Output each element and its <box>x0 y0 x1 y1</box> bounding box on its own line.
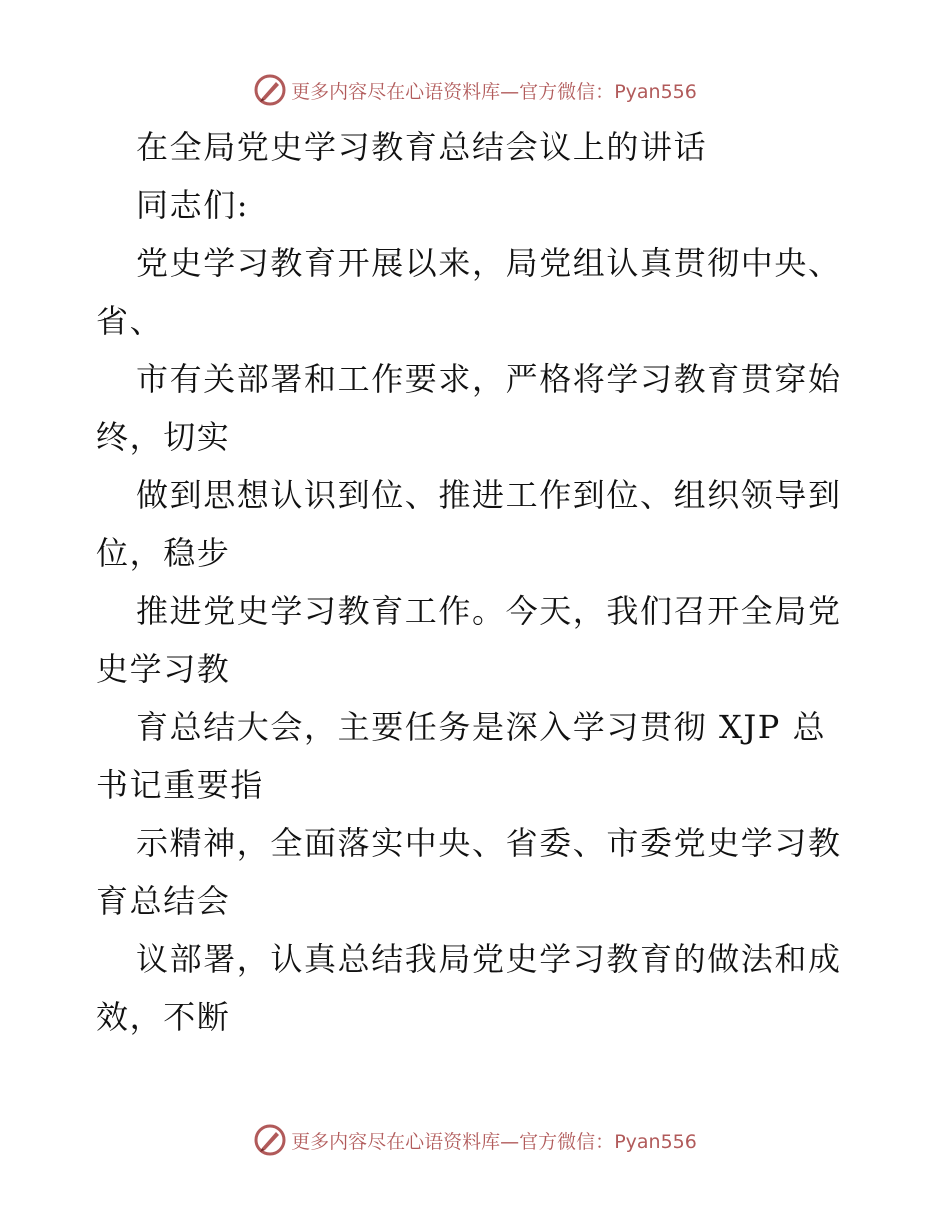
document-line: 推进党史学习教育工作。今天，我们召开全局党 <box>136 592 842 630</box>
document-line: 效，不断 <box>96 998 231 1036</box>
document-line: 史学习教 <box>96 650 231 688</box>
header-banner-title: 更多内容尽在心语资料库 <box>291 80 501 103</box>
document-line: 做到思想认识到位、推进工作到位、组织领导到 <box>136 476 842 514</box>
document-line: 示精神，全面落实中央、省委、市委党史学习教 <box>136 824 842 862</box>
document-line: 同志们: <box>136 186 250 224</box>
footer-banner-text <box>291 1127 697 1154</box>
document-line: 在全局党史学习教育总结会议上的讲话 <box>136 128 708 166</box>
header-banner-text <box>291 77 697 104</box>
document-line: 育总结会 <box>96 882 231 920</box>
quill-logo-icon <box>253 73 287 107</box>
footer-banner-title: 更多内容尽在心语资料库 <box>291 1130 501 1153</box>
footer-banner-wechat-id: Pyan556 <box>614 1130 697 1153</box>
header-banner-wechat-id: Pyan556 <box>614 80 697 103</box>
document-body <box>96 118 866 1046</box>
footer-banner-dash: — <box>500 1130 520 1153</box>
document-line: 党史学习教育开展以来，局党组认真贯彻中央、 <box>136 244 842 282</box>
footer-banner <box>0 1120 950 1160</box>
quill-logo-icon <box>253 1123 287 1157</box>
document-line: 市有关部署和工作要求，严格将学习教育贯穿始 <box>136 360 842 398</box>
document-line: 省、 <box>96 302 164 340</box>
document-line: 位，稳步 <box>96 534 231 572</box>
header-banner-wechat-label: 官方微信： <box>519 80 615 103</box>
document-line: 书记重要指 <box>96 766 265 804</box>
document-line: 育总结大会，主要任务是深入学习贯彻 XJP 总 <box>136 708 827 746</box>
document-line: 终，切实 <box>96 418 231 456</box>
header-banner-dash: — <box>500 80 520 103</box>
footer-banner-wechat-label: 官方微信： <box>519 1130 615 1153</box>
document-line: 议部署，认真总结我局党史学习教育的做法和成 <box>136 940 842 978</box>
header-banner <box>0 70 950 110</box>
